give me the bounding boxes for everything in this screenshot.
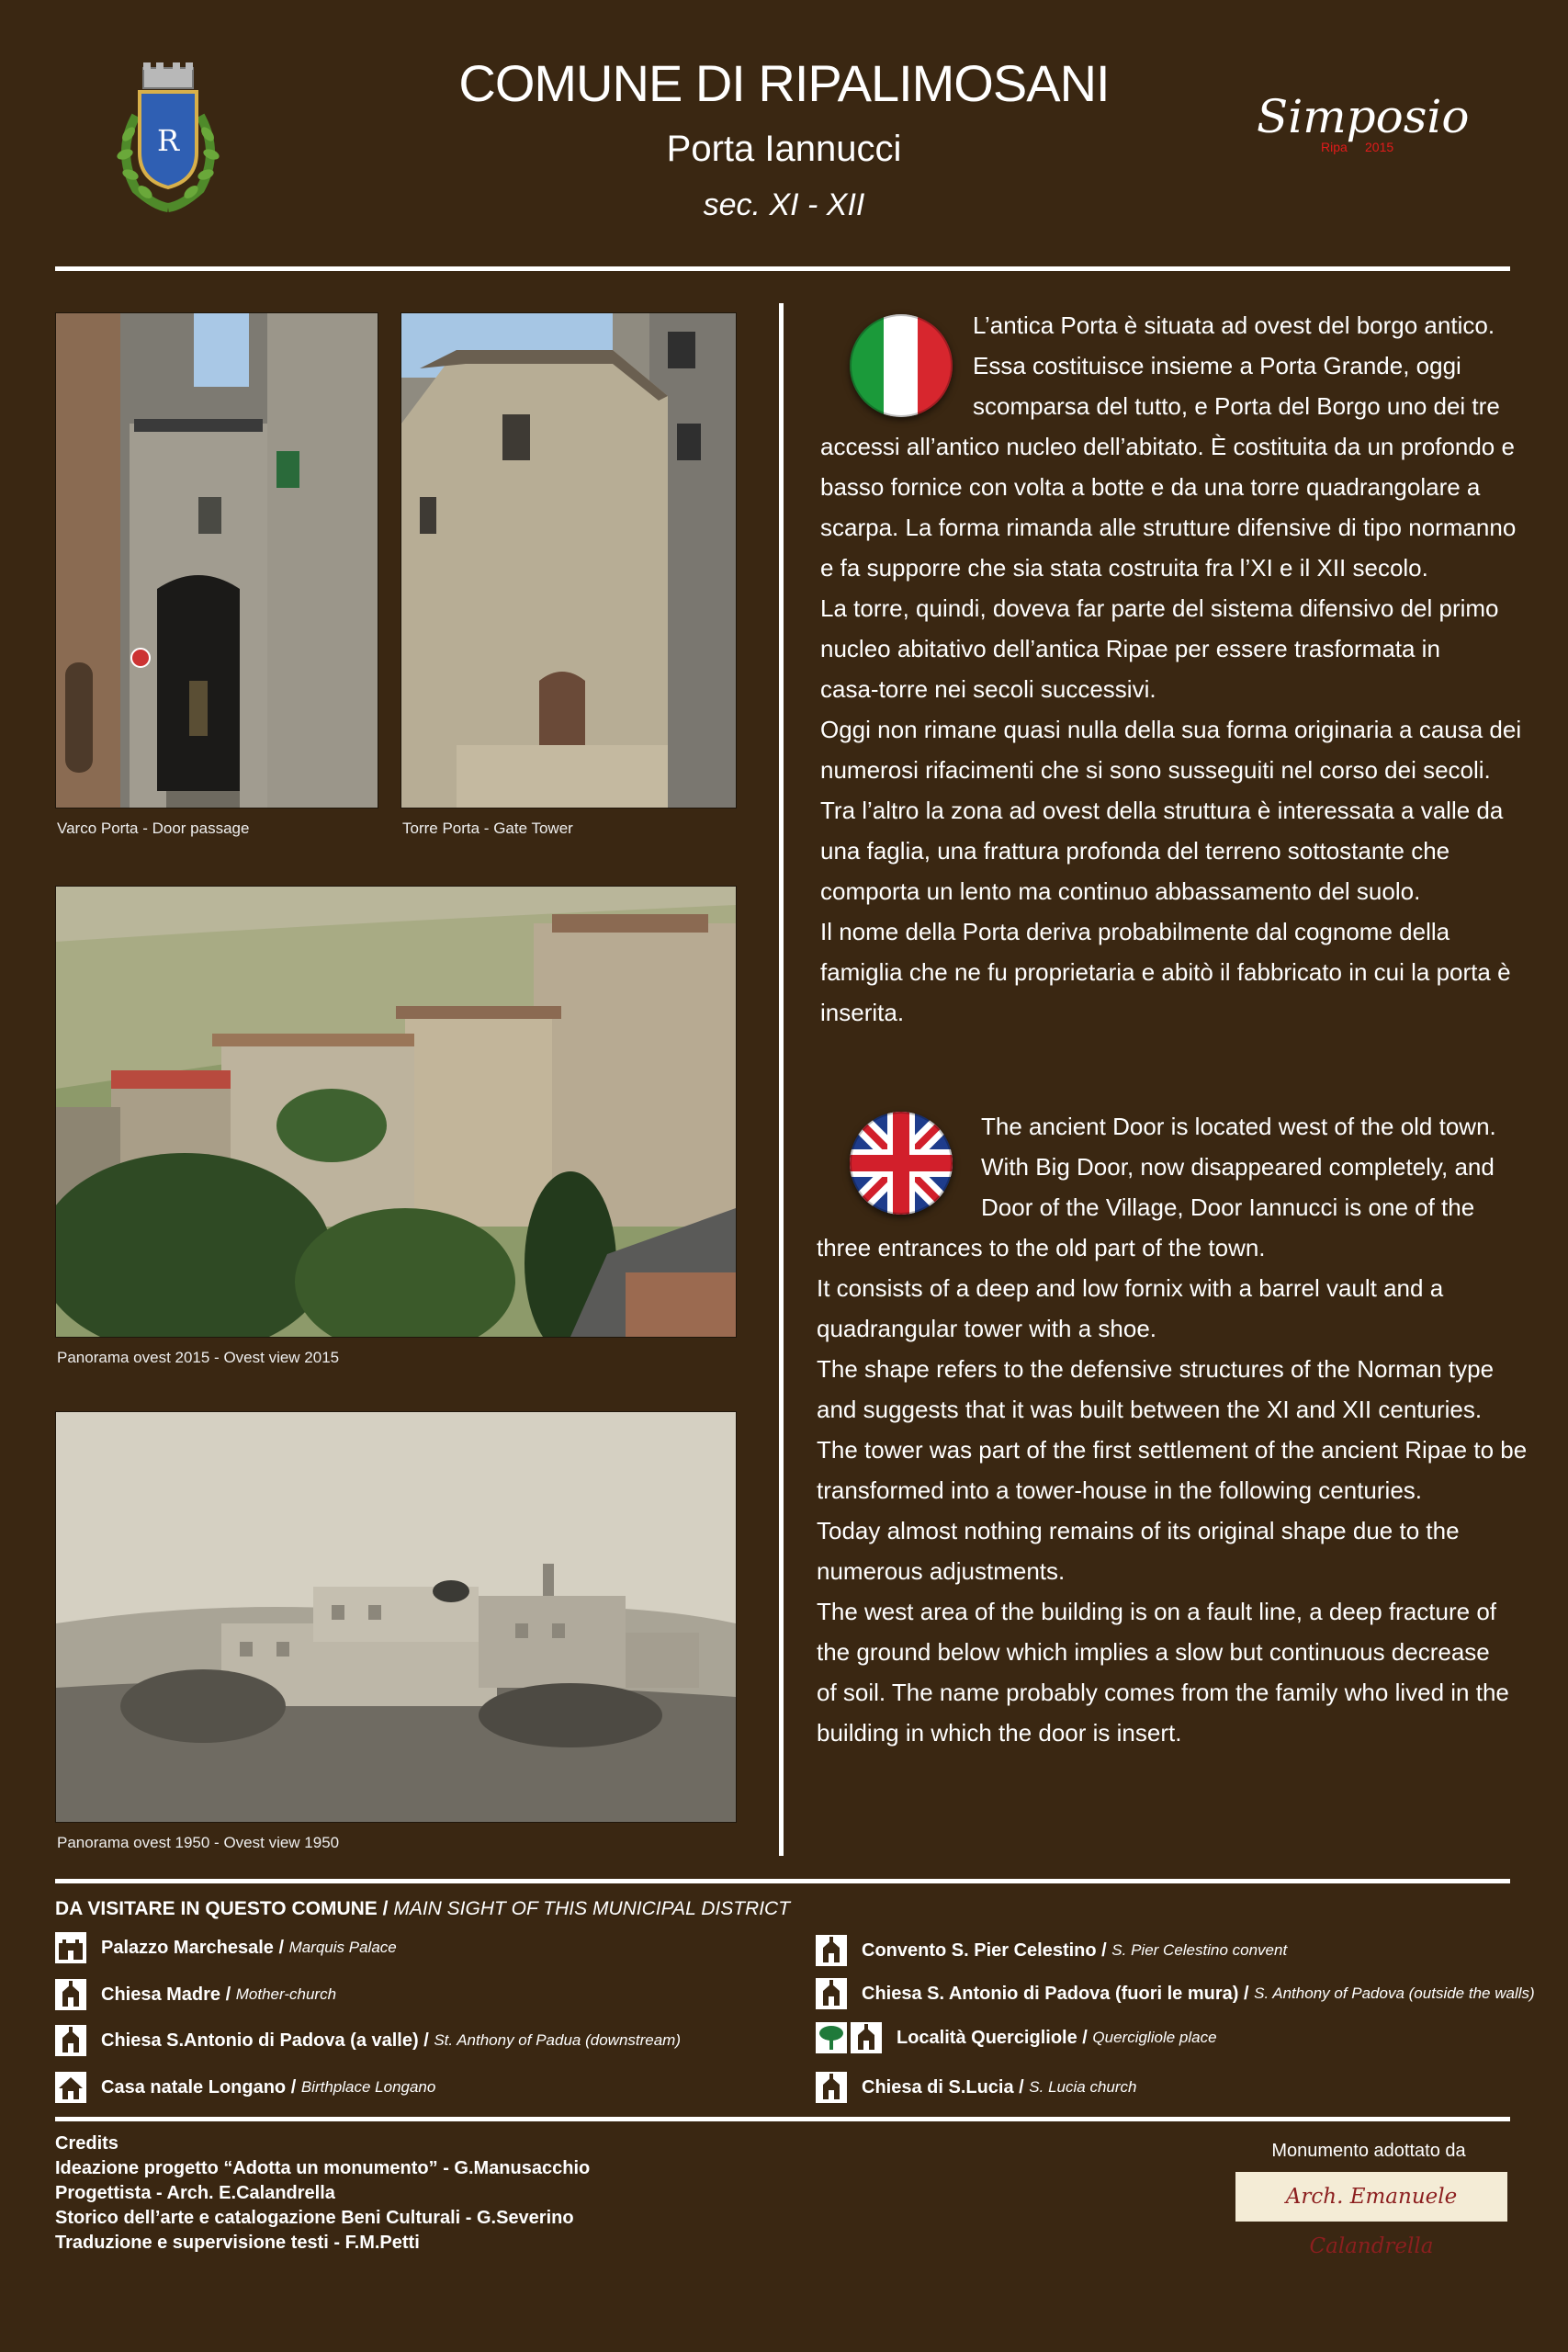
italian-line: famiglia che ne fu proprietaria e abitò il fabbricato in cui la porta è — [820, 958, 1511, 986]
italian-line: nucleo abitativo dell’antica Ripae per essere trasformata in — [820, 635, 1440, 662]
palace-icon — [55, 1932, 86, 1963]
site-item[interactable]: Casa natale Longano / Birthplace Longano — [55, 2072, 435, 2103]
italian-line: inserita. — [820, 999, 905, 1026]
english-line: The shape refers to the defensive structures of the Norman type — [817, 1355, 1495, 1383]
caption-door-passage: Varco Porta - Door passage — [57, 820, 250, 837]
site-name: Convento S. Pier Celestino — [862, 1939, 1097, 1961]
site-name-en: Quercigliole place — [1092, 2029, 1217, 2046]
credits — [55, 2132, 590, 2256]
adopter-badge: Arch. Emanuele Calandrella — [1235, 2172, 1507, 2222]
italian-line: scarpa. La forma rimanda alle strutture difensive di tipo normanno — [820, 514, 1517, 541]
english-line: of soil. The name probably comes from the family who lived in the — [817, 1679, 1509, 1706]
visit-heading-en: MAIN SIGHT OF THIS MUNICIPAL DISTRICT — [393, 1898, 791, 1919]
site-item[interactable]: Chiesa S. Antonio di Padova (fuori le mura) / S. Anthony of Padova (outside the walls) — [816, 1978, 1535, 2009]
site-name-en: Birthplace Longano — [300, 2078, 436, 2096]
monument-century: sec. XI - XII — [703, 187, 865, 222]
photo-gate-tower — [400, 312, 737, 808]
site-item[interactable]: Palazzo Marchesale / Marquis Palace — [55, 1932, 397, 1963]
english-body-text — [817, 1227, 1527, 1753]
site-name: Palazzo Marchesale — [101, 1937, 274, 1958]
church-icon — [816, 1978, 847, 2009]
italian-line: accessi all’antico nucleo dell’abitato. È costituita da un profondo e — [820, 433, 1515, 460]
italian-line: Tra l’altro la zona ad ovest della struttura è interessata a valle da — [820, 797, 1504, 824]
site-item[interactable]: Convento S. Pier Celestino / S. Pier Celestino convent — [816, 1935, 1287, 1966]
english-line: the ground below which implies a slow but continuous decrease — [817, 1638, 1490, 1666]
english-line: transformed into a tower-house in the following centuries. — [817, 1476, 1423, 1504]
italian-lead-text — [973, 305, 1500, 426]
photo-door-passage — [55, 312, 378, 808]
site-name-en: Mother-church — [235, 1985, 337, 2003]
italian-line: casa-torre nei secoli successivi. — [820, 675, 1156, 703]
photo-panorama-1950 — [55, 1411, 737, 1823]
site-item[interactable]: Chiesa di S.Lucia / S. Lucia church — [816, 2072, 1136, 2103]
logo-text: Simposio — [1257, 90, 1470, 143]
logo-year: 2015 — [1365, 140, 1394, 154]
english-line: It consists of a deep and low fornix with a barrel vault and a — [817, 1274, 1444, 1302]
house-icon — [55, 2072, 86, 2103]
church-icon — [816, 2072, 847, 2103]
svg-text:R: R — [156, 123, 180, 158]
english-line: With Big Door, now disappeared completely, and — [981, 1153, 1495, 1181]
caption-gate-tower: Torre Porta - Gate Tower — [402, 820, 573, 837]
site-name-en: St. Anthony of Padua (downstream) — [434, 2031, 682, 2049]
english-line: three entrances to the old part of the town. — [817, 1234, 1266, 1261]
site-item[interactable]: Chiesa S.Antonio di Padova (a valle) / St. Anthony of Padua (downstream) — [55, 2025, 681, 2056]
credits-title: Credits — [55, 2133, 118, 2154]
adoption-label: Monumento adottato da — [1271, 2141, 1466, 2161]
site-name-en: Marquis Palace — [288, 1939, 397, 1956]
credits-line: Progettista - Arch. E.Calandrella — [55, 2183, 335, 2203]
credits-line: Traduzione e supervisione testi - F.M.Petti — [55, 2233, 420, 2253]
english-line: The tower was part of the first settlement of the ancient Ripae to be — [817, 1436, 1528, 1464]
english-line: quadrangular tower with a shoe. — [817, 1315, 1157, 1342]
italian-line: e fa supporre che sia stata costruita fra l’XI e il XII secolo. — [820, 554, 1428, 582]
uk-flag-icon — [850, 1112, 953, 1215]
site-name: Località Quercigliole — [897, 2027, 1077, 2048]
site-name: Chiesa S. Antonio di Padova (fuori le mura) — [862, 1983, 1239, 2004]
english-line: The ancient Door is located west of the old town. — [981, 1113, 1496, 1140]
simposio-logo — [1257, 90, 1470, 164]
english-line: building in which the door is insert. — [817, 1719, 1182, 1747]
english-line: Door of the Village, Door Iannucci is one of the — [981, 1193, 1475, 1221]
caption-panorama-1950: Panorama ovest 1950 - Ovest view 1950 — [57, 1834, 340, 1851]
site-name-en: S. Pier Celestino convent — [1111, 1941, 1288, 1959]
church-icon — [851, 2022, 882, 2053]
english-line: The west area of the building is on a fault line, a deep fracture of — [817, 1598, 1497, 1625]
english-lead-text — [981, 1106, 1496, 1227]
visit-heading — [55, 1898, 790, 1920]
caption-panorama-2015: Panorama ovest 2015 - Ovest view 2015 — [57, 1349, 340, 1366]
header-divider — [55, 266, 1510, 271]
page-title: COMUNE DI RIPALIMOSANI — [458, 54, 1110, 112]
english-line: numerous adjustments. — [817, 1557, 1066, 1585]
photo-panorama-2015 — [55, 886, 737, 1338]
english-line: and suggests that it was built between the XI and XII centuries. — [817, 1396, 1483, 1423]
site-name-en: S. Lucia church — [1029, 2078, 1137, 2096]
visit-heading-separator: / — [377, 1898, 394, 1919]
italian-line: numerosi rifacimenti che si sono susseguiti nel corso dei secoli. — [820, 756, 1491, 784]
monument-name: Porta Iannucci — [666, 129, 902, 169]
church-icon — [816, 1935, 847, 1966]
italian-line: comporta un lento ma continuo abbassamento del suolo. — [820, 877, 1421, 905]
site-name-en: S. Anthony of Padova (outside the walls) — [1254, 1984, 1535, 2002]
credits-line: Storico dell’arte e catalogazione Beni Culturali - G.Severino — [55, 2208, 574, 2228]
site-name: Chiesa S.Antonio di Padova (a valle) — [101, 2030, 419, 2051]
italian-line: L’antica Porta è situata ad ovest del borgo antico. — [973, 311, 1495, 339]
site-name: Casa natale Longano — [101, 2076, 287, 2098]
italian-line: La torre, quindi, doveva far parte del sistema difensivo del primo — [820, 594, 1499, 622]
credits-divider — [55, 2117, 1510, 2121]
italian-line: scomparsa del tutto, e Porta del Borgo uno dei tre — [973, 392, 1500, 420]
site-name: Chiesa di S.Lucia — [862, 2076, 1014, 2098]
italian-line: Oggi non rimane quasi nulla della sua forma originaria a causa dei — [820, 716, 1522, 743]
visit-divider — [55, 1879, 1510, 1883]
site-item[interactable]: Chiesa Madre / Mother-church — [55, 1979, 336, 2010]
italian-body-text — [820, 426, 1521, 1033]
italian-line: una faglia, una frattura profonda del terreno sottostante che — [820, 837, 1450, 865]
site-item[interactable]: Località Quercigliole / Quercigliole place — [816, 2022, 1217, 2053]
church-icon — [55, 2025, 86, 2056]
italian-line: Il nome della Porta deriva probabilmente dal cognome della — [820, 918, 1450, 945]
italian-line: basso fornice con volta a botte e da una torre quadrangolare a — [820, 473, 1481, 501]
tree-icon — [816, 2022, 847, 2053]
english-line: Today almost nothing remains of its original shape due to the — [817, 1517, 1460, 1544]
italian-line: Essa costituisce insieme a Porta Grande, oggi — [973, 352, 1461, 379]
logo-small-text: Ripa — [1321, 140, 1348, 154]
credits-line: Ideazione progetto “Adotta un monumento” - G.Manusacchio — [55, 2158, 591, 2178]
visit-heading-it: DA VISITARE IN QUESTO COMUNE — [55, 1898, 378, 1919]
italian-flag-icon — [850, 314, 953, 417]
site-name: Chiesa Madre — [101, 1984, 221, 2005]
church-icon — [55, 1979, 86, 2010]
column-divider — [779, 303, 784, 1856]
